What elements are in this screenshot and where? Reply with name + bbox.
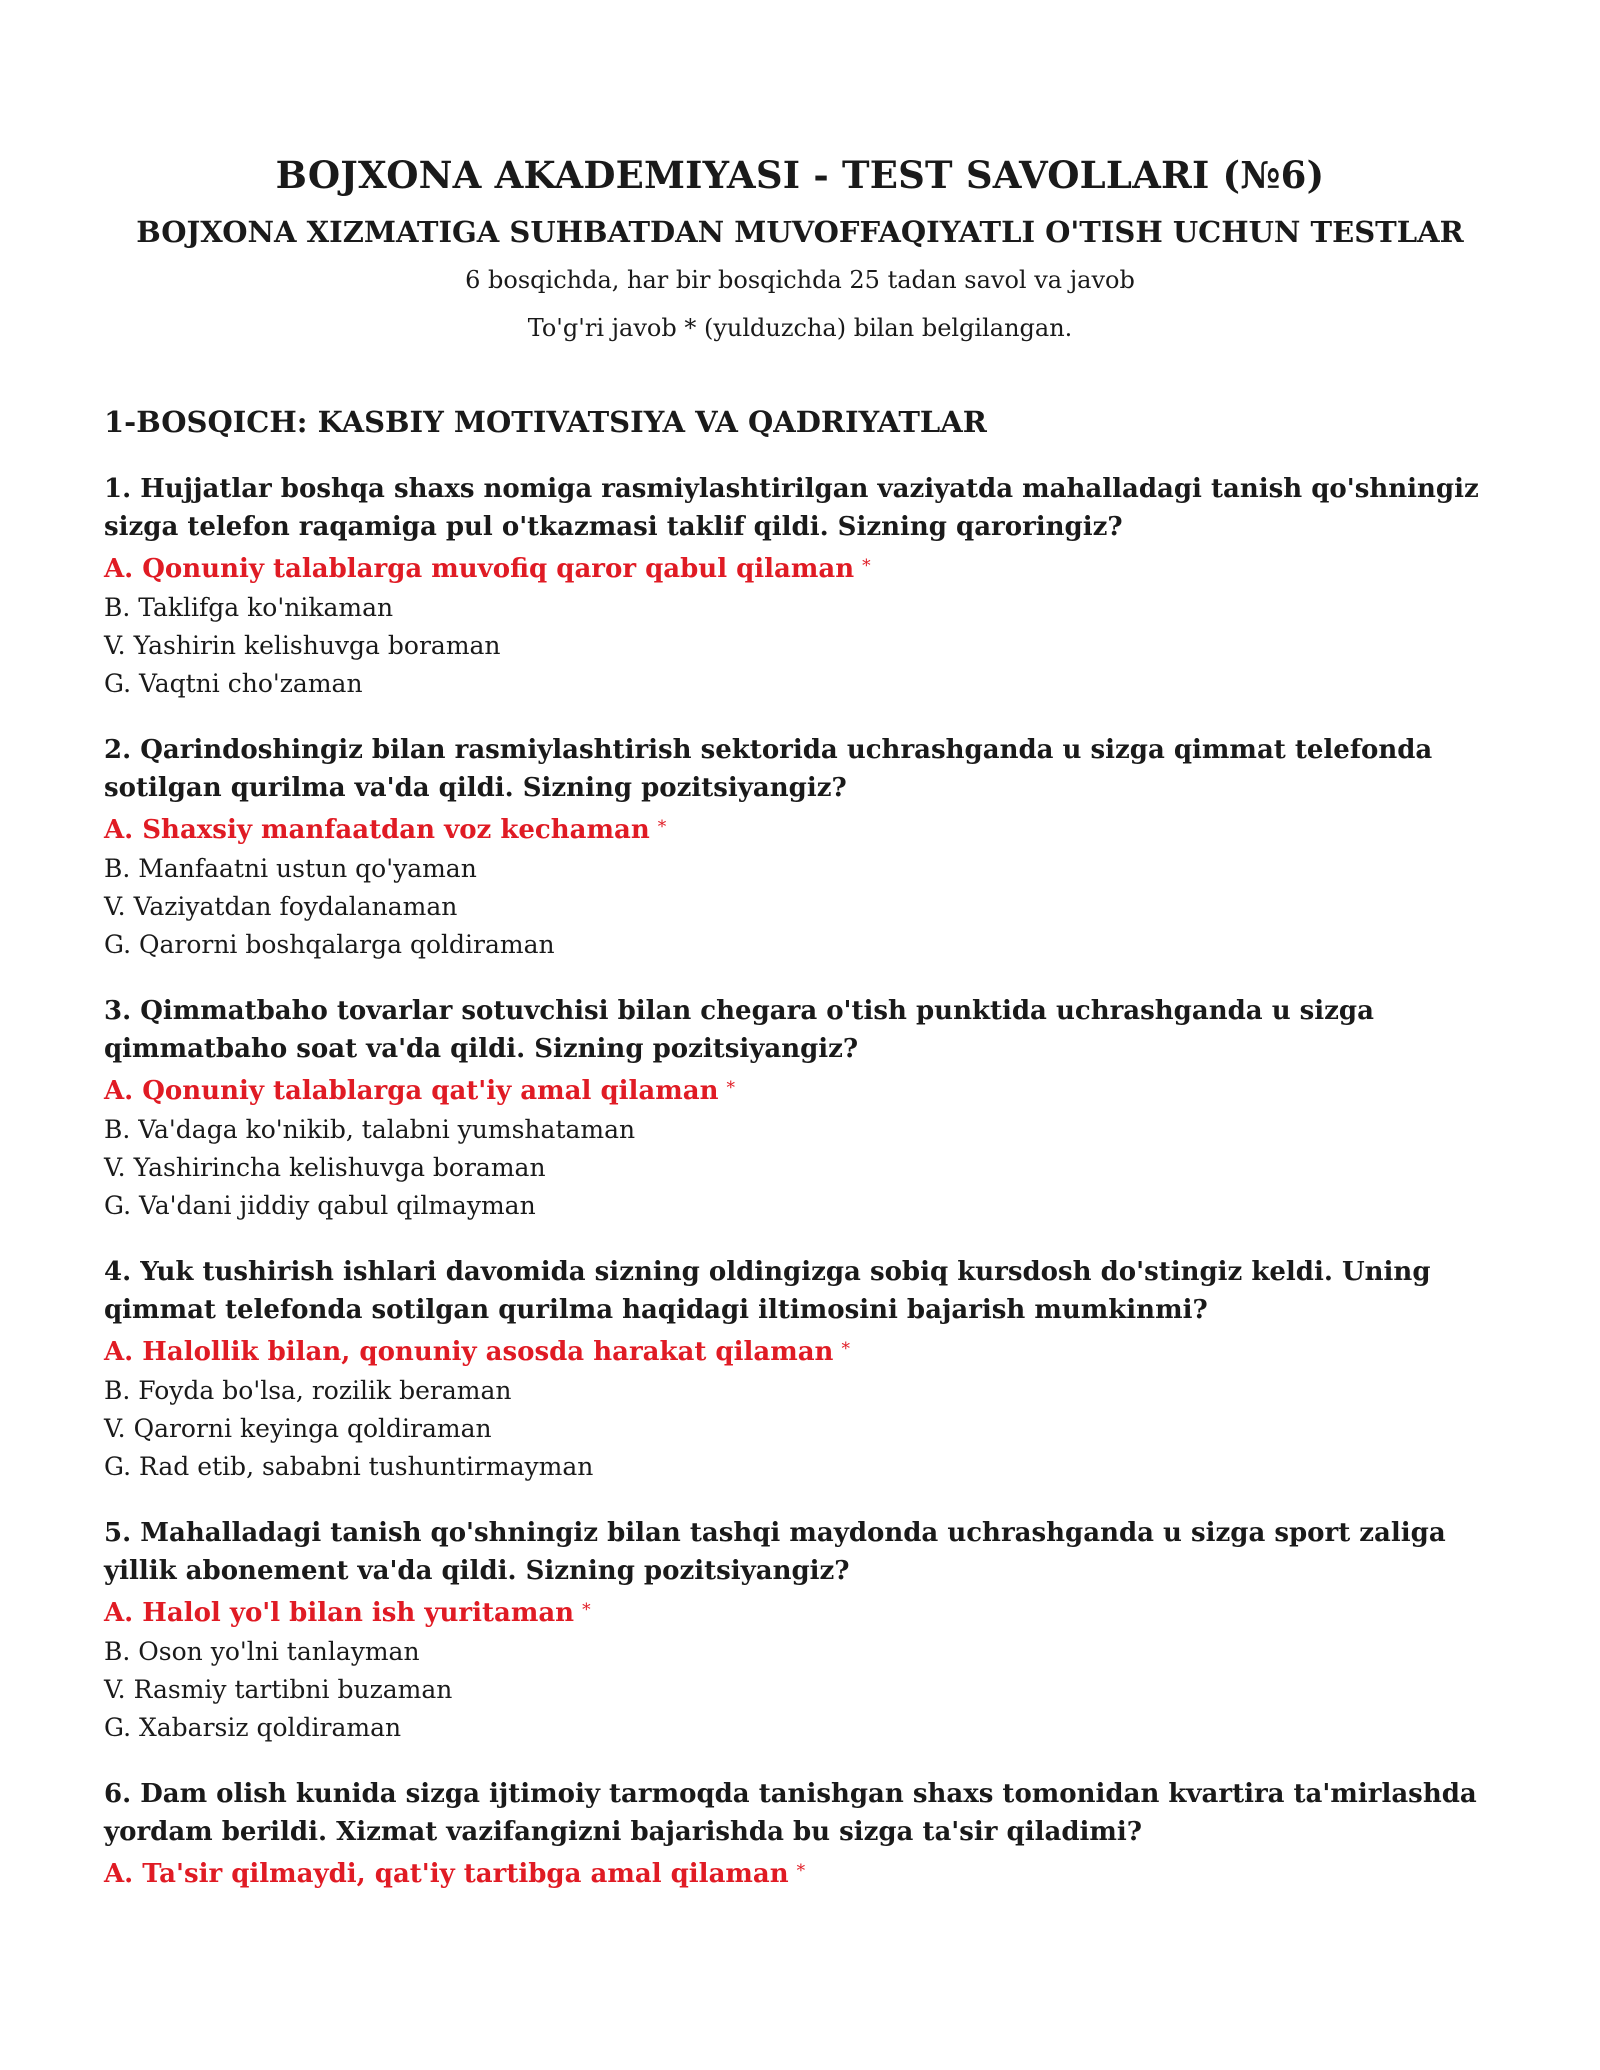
correct-star-marker: * [582, 1600, 591, 1620]
answer-option-correct [104, 1851, 1496, 1894]
answer-option: G. Xabarsiz qoldiraman [104, 1713, 402, 1742]
answer-text: A. Qonuniy talablarga muvofiq qaror qabul qilaman [104, 554, 855, 584]
answer-option-correct [104, 1590, 1496, 1633]
answer-option: B. Taklifga ko'nikaman [104, 593, 394, 622]
question-4 [104, 1253, 1496, 1486]
correct-star-marker: * [862, 556, 871, 576]
answer-option: V. Rasmiy tartibni buzaman [104, 1675, 453, 1704]
answer-option: B. Oson yo'lni tanlayman [104, 1637, 420, 1666]
question-3 [104, 992, 1496, 1225]
answer-option: G. Vaqtni cho'zaman [104, 669, 363, 698]
answer-option: V. Yashirin kelishuvga boraman [104, 631, 501, 660]
question-text: 1. Hujjatlar boshqa shaxs nomiga rasmiylashtirilgan vaziyatda mahalladagi tanish qo'shningiz sizga telefon raqamiga pul o'tkazmasi taklif qildi. Sizning qaroringiz? [104, 474, 1479, 542]
question-text: 5. Mahalladagi tanish qo'shningiz bilan tashqi maydonda uchrashganda u sizga sport zaliga yillik abonement va'da qildi. Sizning pozitsiyangiz? [104, 1518, 1446, 1586]
answer-text: A. Halol yo'l bilan ish yuritaman [104, 1598, 575, 1628]
answer-option-correct [104, 807, 1496, 850]
answer-text: A. Qonuniy talablarga qat'iy amal qilaman [104, 1076, 719, 1106]
question-text: 2. Qarindoshingiz bilan rasmiylashtirish sektorida uchrashganda u sizga qimmat telefonda sotilgan qurilma va'da qildi. Sizning pozitsiyangiz? [104, 735, 1433, 803]
answer-options [104, 1590, 1496, 1747]
answer-option: G. Va'dani jiddiy qabul qilmayman [104, 1191, 536, 1220]
answer-option: G. Qarorni boshqalarga qoldiraman [104, 930, 555, 959]
answer-text: A. Halollik bilan, qonuniy asosda harakat qilaman [104, 1337, 834, 1367]
answer-text: A. Ta'sir qilmaydi, qat'iy tartibga amal qilaman [104, 1859, 789, 1889]
question-text: 3. Qimmatbaho tovarlar sotuvchisi bilan chegara o'tish punktida uchrashganda u sizga qimmatbaho soat va'da qildi. Sizning pozitsiyangiz? [104, 996, 1374, 1064]
info-line-stages: 6 bosqichda, har bir bosqichda 25 tadan savol va javob [465, 266, 1135, 294]
question-1 [104, 470, 1496, 703]
question-2 [104, 731, 1496, 964]
answer-option-correct [104, 1068, 1496, 1111]
answer-option-correct [104, 1329, 1496, 1372]
section-title: 1-BOSQICH: KASBIY MOTIVATSIYA VA QADRIYATLAR [104, 405, 987, 439]
answer-option: B. Manfaatni ustun qo'yaman [104, 854, 477, 883]
answer-options [104, 807, 1496, 964]
answer-options [104, 1329, 1496, 1486]
correct-star-marker: * [657, 817, 667, 837]
answer-option: B. Va'daga ko'nikib, talabni yumshataman [104, 1115, 636, 1144]
answer-options [104, 546, 1496, 703]
answer-options [104, 1851, 1496, 1894]
correct-star-marker: * [841, 1339, 850, 1359]
info-line-answer-key: To'g'ri javob * (yulduzcha) bilan belgilangan. [527, 314, 1073, 342]
question-5 [104, 1514, 1496, 1747]
question-text: 4. Yuk tushirish ishlari davomida sizning oldingizga sobiq kursdosh do'stingiz keldi. Uning qimmat telefonda sotilgan qurilma haqidagi iltimosini bajarish mumkinmi? [104, 1257, 1431, 1325]
answer-option: G. Rad etib, sababni tushuntirmayman [104, 1452, 594, 1481]
document-header [104, 0, 1496, 348]
answer-options [104, 1068, 1496, 1225]
correct-star-marker: * [726, 1078, 735, 1098]
correct-star-marker: * [796, 1861, 806, 1881]
answer-text: A. Shaxsiy manfaatdan voz kechaman [104, 815, 650, 845]
answer-option: V. Qarorni keyinga qoldiraman [104, 1414, 492, 1443]
answer-option: B. Foyda bo'lsa, rozilik beraman [104, 1376, 512, 1405]
document-title: BOJXONA AKADEMIYASI - TEST SAVOLLARI (№6) [275, 153, 1325, 197]
answer-option: V. Vaziyatdan foydalanaman [104, 892, 458, 921]
answer-option-correct [104, 546, 1496, 589]
question-text: 6. Dam olish kunida sizga ijtimoiy tarmoqda tanishgan shaxs tomonidan kvartira ta'mirlashda yordam berildi. Xizmat vazifangizni bajarishda bu sizga ta'sir qiladimi? [104, 1779, 1477, 1847]
question-6 [104, 1775, 1496, 1894]
answer-option: V. Yashirincha kelishuvga boraman [104, 1153, 546, 1182]
document-subtitle: BOJXONA XIZMATIGA SUHBATDAN MUVOFFAQIYATLI O'TISH UCHUN TESTLAR [136, 215, 1464, 249]
